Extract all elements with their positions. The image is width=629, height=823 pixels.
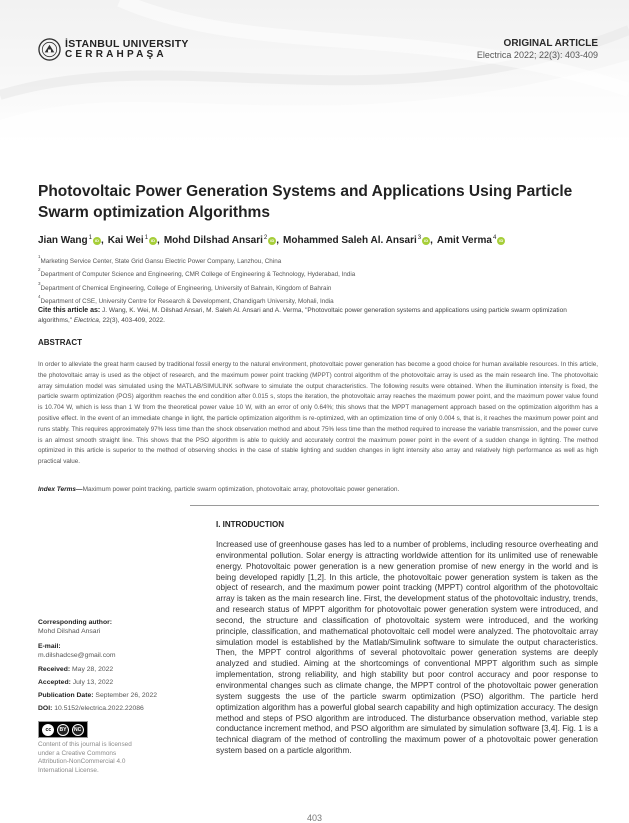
email-link[interactable]: m.dilshadcse@gmail.com bbox=[38, 652, 116, 659]
abstract-text: In order to alleviate the great harm caused by traditional fossil energy to the natural environment, photovoltaic power generation has become a good choice for human available resources. In this article, the photovoltaic array is used as the object of research, and the maximum power point tracking (MPPT) control algorithm of the photovoltaic array is used as the main research line. The photovoltaic array simulation model was simulated using the MATLAB/SIMULINK software to simulate the output characteristics. The following results were obtained. When the illumination intensity is fixed, the particle swarm optimization (POS) algorithm reaches the end condition after 0.015 s, stops the iteration, the photovoltaic array reaches the maximum power point, and the maximum power value found is 10.704 W, which is less than 1 W from the theoretical power value 10 W, with an error of only 0.64%; this shows that the MPPT management approach based on the optimization algorithm has a positive effect. In the event of an immediate change in light, the particle optimization algorithm is re-optimized, with an optimization time of only 0.004 s, that is, it reaches the maximum power point and runs stably. This requires approximately 97% less time than the shock observation method and about 75% less time than the method required to increase the variable transmission, and the power curve is an almost smooth straight line. This shows that the PSO algorithm is able to quickly and accurately control the maximum power point in the event of a sudden change in lighting. The method optimized in this article is superior to the method of observing shocks in the case of stable lighting and sudden changes in light intensity also array and relatively high performance as well as high practical value. bbox=[38, 361, 598, 466]
article-info-sidebar bbox=[38, 618, 183, 775]
author[interactable]: Mohd Dilshad Ansari $^2$ iD bbox=[164, 235, 276, 246]
university-logo bbox=[38, 38, 189, 61]
orcid-icon[interactable] bbox=[149, 237, 157, 245]
header-wave-decoration bbox=[0, 0, 629, 160]
header-background bbox=[0, 0, 629, 160]
paper-title: Photovoltaic Power Generation Systems and Applications Using Particle Swarm optimization Algorithms bbox=[38, 183, 573, 221]
author-list: Jian Wang $^1$ iD , Kai Wei $^1$ iD , Mohd Dilshad Ansari $^2$ iD , Mohammed Saleh Al. Ansari $^3$ iD , Amit Verma $^4$ iD bbox=[38, 235, 598, 246]
doi[interactable]: DOI: 10.5152/electrica.2022.22086 bbox=[38, 705, 144, 712]
abstract-heading: ABSTRACT bbox=[38, 338, 82, 347]
page-number: 403 bbox=[306, 813, 323, 823]
publication-date: Publication Date: September 26, 2022 bbox=[38, 692, 157, 699]
affiliation: $^3$Department of Chemical Engineering, College of Engineering, University of Bahrain, Kingdom of Bahrain bbox=[38, 280, 332, 292]
university-seal-icon bbox=[38, 38, 61, 61]
author[interactable]: Jian Wang $^1$ iD bbox=[38, 235, 101, 246]
affiliation: $^2$Department of Computer Science and Engineering, CMR College of Engineering & Technology, Hyderabad, India bbox=[38, 267, 356, 279]
cc-by-icon: BY bbox=[57, 724, 69, 736]
corresponding-author-label: Corresponding author: bbox=[38, 619, 113, 626]
author[interactable]: Amit Verma $^4$ iD bbox=[437, 235, 505, 246]
university-name: İSTANBUL UNIVERSITY bbox=[65, 37, 189, 50]
accepted-date: Accepted: July 13, 2022 bbox=[38, 679, 114, 686]
citation: Cite this article as: J. Wang, K. Wei, M. Dilshad Ansari, M. Saleh Al. Ansari and A. Verma, "Photovoltaic power generation systems and applications using particle swarm optimization algorithms," Electrica, 22(3), 403-409, 2022. bbox=[38, 307, 567, 324]
orcid-icon[interactable] bbox=[93, 237, 101, 245]
affiliation: $^1$Marketing Service Center, State Grid Gansu Electric Power Company, Lanzhou, China bbox=[38, 254, 282, 266]
index-terms: Index Terms—Maximum power point tracking, particle swarm optimization, photovoltaic array, photovoltaic power generation. bbox=[38, 486, 400, 493]
author[interactable]: Kai Wei $^1$ iD bbox=[108, 235, 157, 246]
cc-nc-icon: NC bbox=[72, 724, 84, 736]
citation-label: Cite this article as: bbox=[38, 307, 101, 314]
affiliations bbox=[38, 254, 598, 307]
author[interactable]: Mohammed Saleh Al. Ansari $^3$ iD bbox=[283, 235, 430, 246]
orcid-icon[interactable] bbox=[422, 237, 430, 245]
university-subname: CERRAHPAŞA bbox=[65, 49, 167, 61]
article-type: ORIGINAL ARTICLE bbox=[503, 38, 598, 49]
section-divider bbox=[190, 505, 599, 506]
corresponding-author-name: Mohd Dilshad Ansari bbox=[38, 628, 101, 635]
orcid-icon[interactable] bbox=[497, 237, 505, 245]
received-date: Received: May 28, 2022 bbox=[38, 666, 114, 673]
introduction-heading: I. INTRODUCTION bbox=[216, 520, 284, 529]
journal-reference: Electrica 2022; 22(3): 403-409 bbox=[476, 50, 598, 60]
cc-icon: cc bbox=[42, 724, 54, 736]
orcid-icon[interactable] bbox=[268, 237, 276, 245]
affiliation: $^4$Department of CSE, University Centre for Research & Development, Chandigarh University, Mohali, India bbox=[38, 293, 334, 305]
creative-commons-badge[interactable] bbox=[38, 721, 88, 738]
email-label: E-mail: bbox=[38, 643, 61, 650]
introduction-text: Increased use of greenhouse gases has led to a number of problems, including resource overheating and environmental pollution. Solar energy is attracting worldwide attention for its unlimited use of renewable energy. Photovoltaic power generation is a new generation promise of new energy in the world and is being developed rapidly [1,2]. In this article, the photovoltaic power generation system is taken as the object of research, and the maximum power point tracking (MPPT) control algorithm of the photovoltaic array is taken as the main research line. First, the development status of the photovoltaic industry, trends, and research status of MPPT algorithm for photovoltaic power generation system were introduced, and second, the structure and classification of photovoltaic system were introduced, and the working principle, classification, and mathematical photovoltaic cell model were analyzed. The photovoltaic array simulation model is established by the Matlab/Simulink software to simulate the output characteristics. Then, the MPPT control algorithms of several photovoltaic power generation systems are deeply analyzed and studied. Aiming at the shortcomings of conventional MPPT algorithm such as simple implementation, strong reliability, and high stability but poor control accuracy and poor response to environmental changes such as climate change, the MPPT control of the photovoltaic power generation system suggests the use of the particle swarm optimization (PSO) algorithm. The particle herd optimization algorithm has a powerful global search capability and high optimization accuracy. The design method and steps of PSO algorithm are introduced. The disturbance observation method, variable step conductance increment method, and PSO algorithm are simulated by simulation software [3,4]. Fig. 1 is a technical diagram of the method of controlling the maximum power of a photovoltaic power generation system based on a particle algorithm. bbox=[216, 540, 598, 756]
license-text: Content of this journal is licensed under a Creative Commons Attribution-NonCommercial 4.0 International License. bbox=[38, 741, 132, 774]
